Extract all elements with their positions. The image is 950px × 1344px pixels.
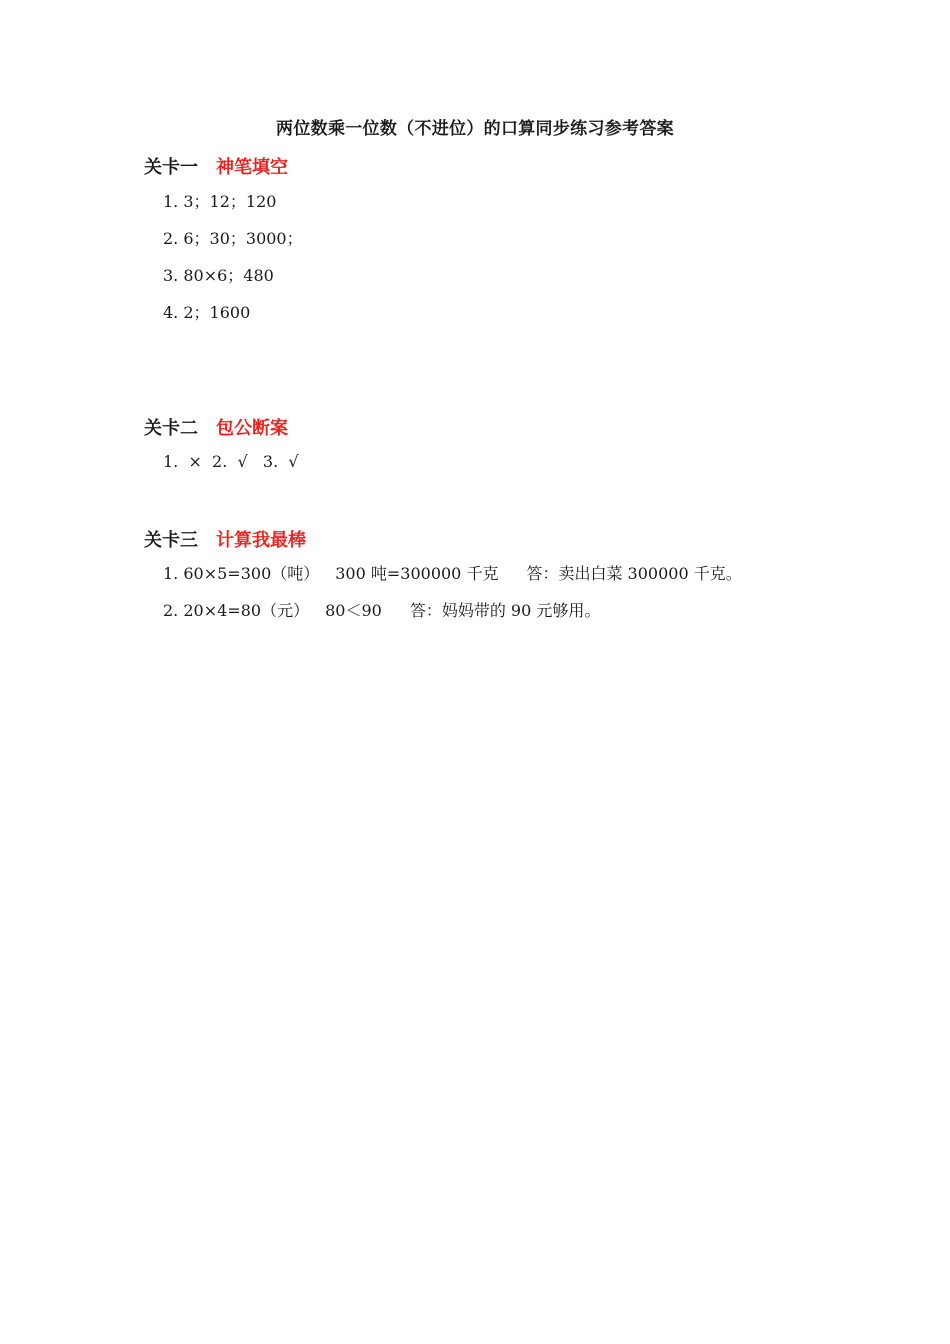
answer-item xyxy=(163,564,742,584)
section-name: 计算我最棒 xyxy=(216,530,306,551)
unit-conversion: 300 吨=300000 千克 xyxy=(335,564,499,583)
answer-item: 3. 80×6；480 xyxy=(163,266,274,285)
section-label: 关卡二 xyxy=(144,418,198,439)
section-label: 关卡三 xyxy=(144,530,198,551)
answer-item xyxy=(163,601,600,621)
section-label: 关卡一 xyxy=(144,157,198,178)
document-title: 两位数乘一位数（不进位）的口算同步练习参考答案 xyxy=(276,119,674,139)
section-heading-3 xyxy=(144,526,306,552)
section-name: 包公断案 xyxy=(216,418,288,439)
section-heading-1 xyxy=(144,153,288,179)
answer-item: 2. 6；30；3000； xyxy=(163,229,303,248)
answer-item: 1. 3；12；120 xyxy=(163,192,277,211)
section-heading-2 xyxy=(144,414,288,440)
calc-expression: 2. 20×4=80（元） xyxy=(163,601,310,620)
answer-statement: 答：妈妈带的 90 元够用。 xyxy=(409,601,601,620)
answer-item: 1. × 2. √ 3. √ xyxy=(163,452,299,471)
comparison: 80＜90 xyxy=(325,601,382,620)
section-name: 神笔填空 xyxy=(216,157,288,178)
calc-expression: 1. 60×5=300（吨） xyxy=(163,564,320,583)
answer-item: 4. 2；1600 xyxy=(163,303,251,322)
answer-statement: 答：卖出白菜 300000 千克。 xyxy=(526,564,742,583)
